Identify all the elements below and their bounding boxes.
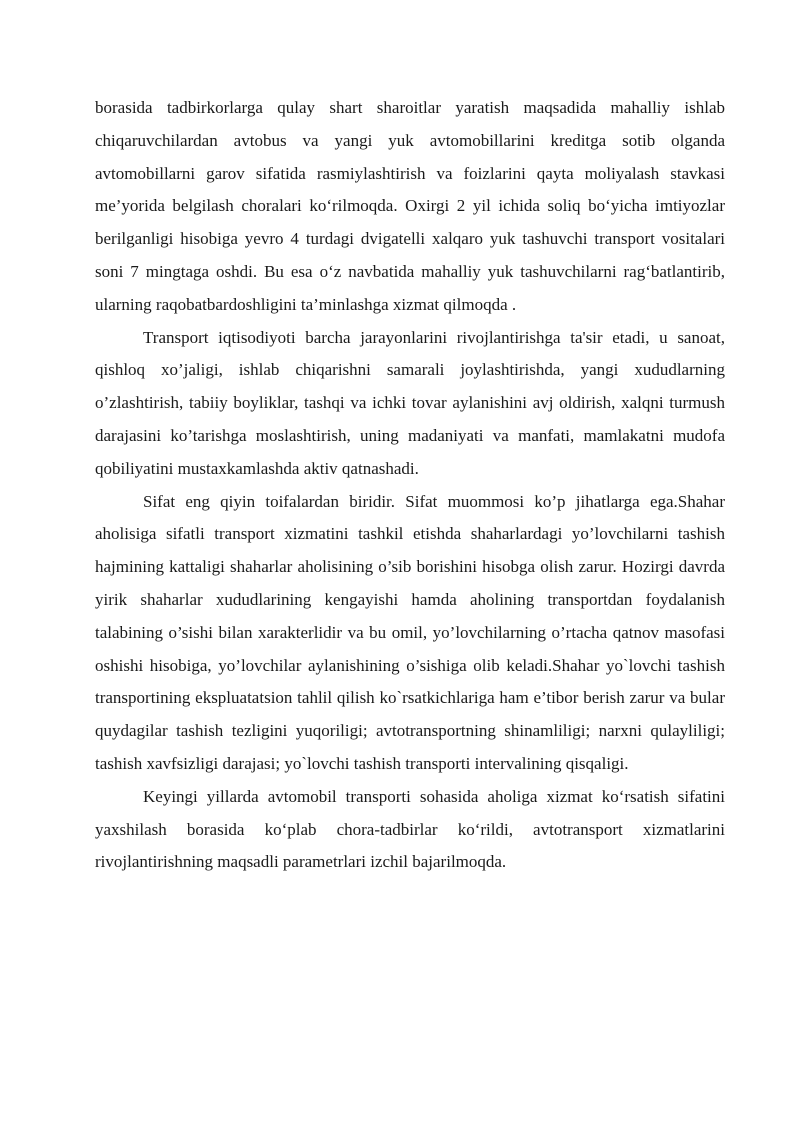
paragraph-continuation: borasida tadbirkorlarga qulay shart sharoitlar yaratish maqsadida mahalliy ishlab chiqaruvchilardan avtobus va yangi yuk avtomobillarini kreditga sotib olganda avtomobillarni garov sifatida rasmiylashtirish va foizlarini qayta moliyalash stavkasi me’yorida belgilash choralari ko‘rilmoqda. Oxirgi 2 yil ichida soliq bo‘yicha imtiyozlar berilganligi hisobiga yevro 4 turdagi dvigatelli xalqaro yuk tashuvchi transport vositalari soni 7 mingtaga oshdi. Bu esa o‘z navbatida mahalliy yuk tashuvchilarni rag‘batlantirib, ularning raqobatbardoshligini ta’minlashga xizmat qilmoqda . bbox=[95, 98, 725, 314]
paragraph-transport-economy: Transport iqtisodiyoti barcha jarayonlarini rivojlantirishga ta'sir etadi, u sanoat, qishloq xo’jaligi, ishlab chiqarishni samarali joylashtirishda, yangi xududlarning o’zlashtirish, tabiiy boyliklar, tashqi va ichki tovar aylanishini avj oldirish, xalqni turmush darajasini ko’tarishga moslashtirish, uning madaniyati va manfati, mamlakatni mudofa qobiliyatini mustaxkamlashda aktiv qatnashadi. bbox=[95, 327, 725, 478]
paragraph-recent-years: Keyingi yillarda avtomobil transporti sohasida aholiga xizmat ko‘rsatish sifatini yaxshilash borasida ko‘plab chora-tadbirlar ko‘rildi, avtotransport xizmatlarini rivojlantirishning maqsadli parametrlari izchil bajarilmoqda. bbox=[95, 786, 725, 872]
document-page bbox=[95, 92, 725, 879]
paragraph-quality: Sifat eng qiyin toifalardan biridir. Sifat muommosi ko’p jihatlarga ega.Shahar aholisiga sifatli transport xizmatini tashkil etishda shaharlardagi yo’lovchilarni tashish hajmining kattaligi shaharlar aholisining o’sib borishini hisobga olish zarur. Hozirgi davrda yirik shaharlar xududlarining kengayishi hamda aholining transportdan foydalanish talabining o’sishi bilan xarakterlidir va bu omil, yo’lovchilarning o’rtacha qatnov masofasi oshishi hisobiga, yo’lovchilar aylanishining o’sishiga olib keladi.Shahar yo`lovchi tashish transportining ekspluatatsion tahlil qilish ko`rsatkichlariga ham e’tibor berish zarur va bular quydagilar tashish tezligini yuqoriligi; avtotransportning shinamliligi; narxni qulayliligi; tashish xavfsizligi darajasi; yo`lovchi tashish transporti intervalining qisqaligi. bbox=[95, 491, 725, 773]
